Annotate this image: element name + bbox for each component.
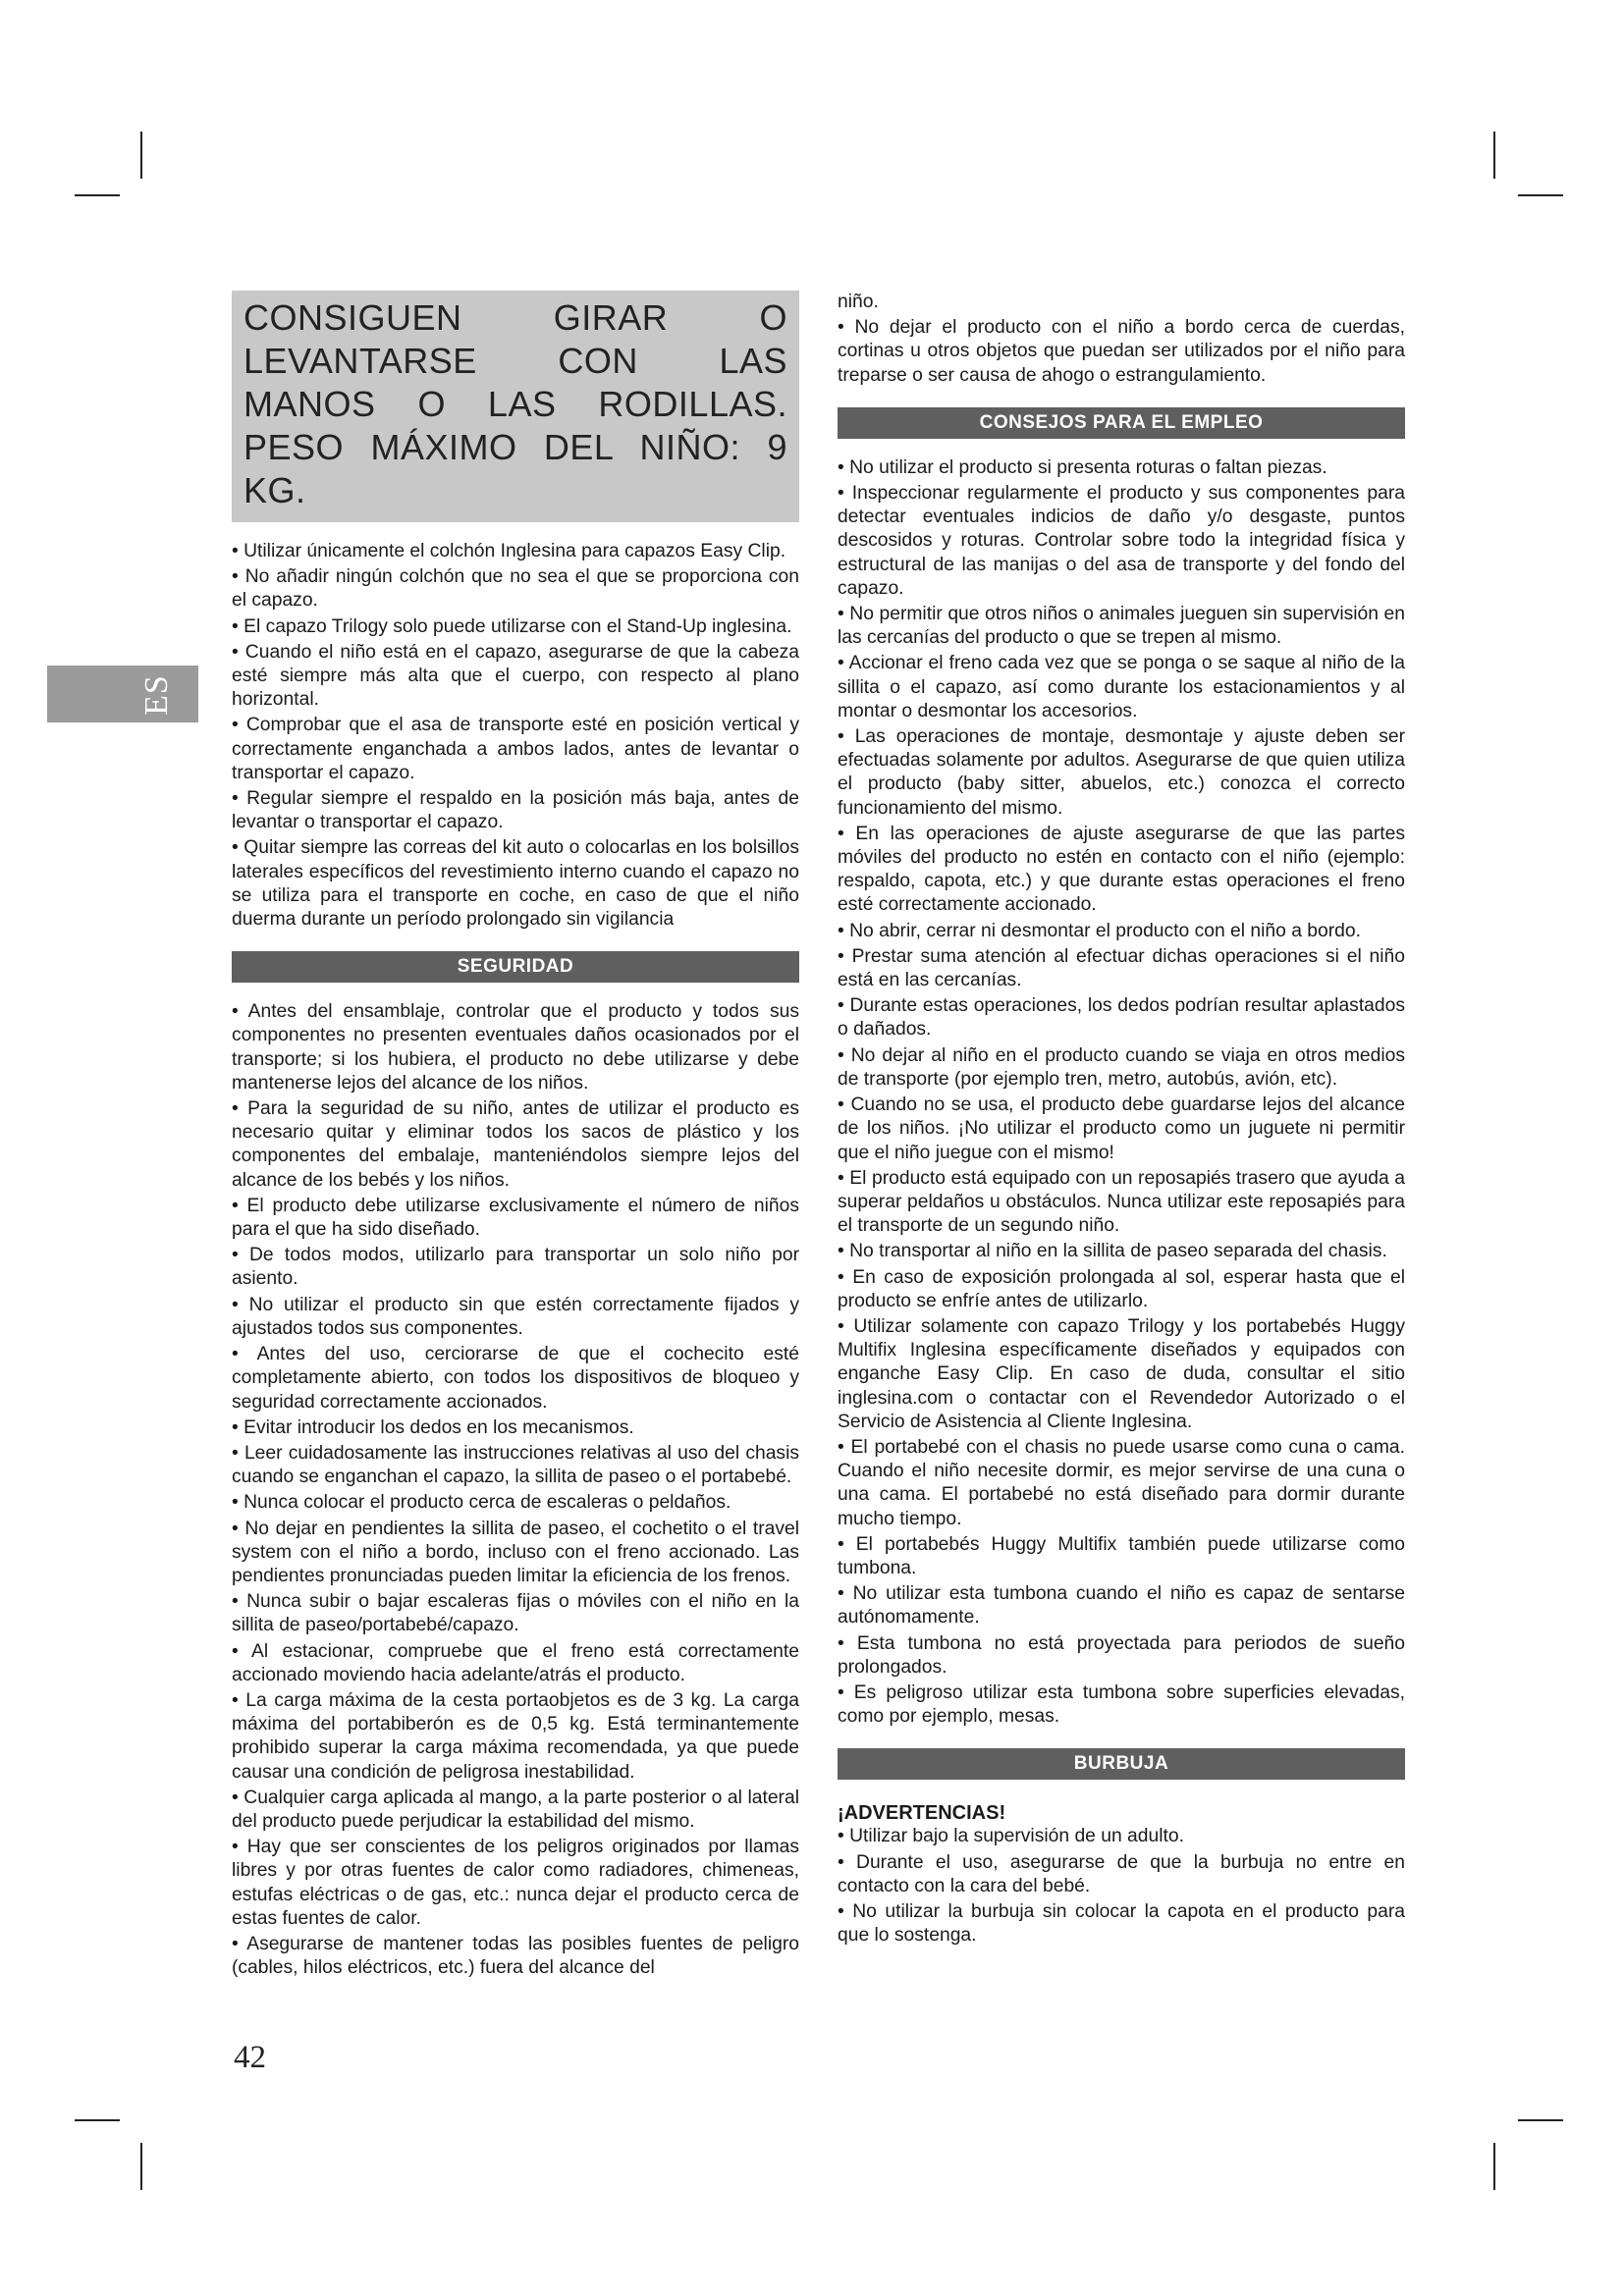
section-heading-consejos: CONSEJOS PARA EL EMPLEO xyxy=(838,407,1405,439)
paragraph: • Prestar suma atención al efectuar dichas operaciones si el niño está en las cercanías. xyxy=(838,945,1405,991)
paragraph: • No abrir, cerrar ni desmontar el producto con el niño a bordo. xyxy=(838,920,1361,941)
paragraph: • Utilizar únicamente el colchón Inglesina para capazos Easy Clip. xyxy=(232,541,786,561)
paragraph: • Antes del uso, cerciorarse de que el cochecito esté completamente abierto, con todos los dispositivos de bloqueo y seguridad correctamente accionados. xyxy=(232,1344,799,1413)
paragraph: • No utilizar la burbuja sin colocar la capota en el producto para que lo sostenga. xyxy=(838,1900,1405,1947)
section-heading-seguridad: SEGURIDAD xyxy=(232,951,799,983)
burbuja-paragraphs xyxy=(838,1825,1405,1948)
paragraph: • Nunca subir o bajar escaleras fijas o móviles con el niño en la sillita de paseo/portabebé/capazo. xyxy=(232,1591,799,1636)
crop-mark-top-left-horizontal xyxy=(75,194,120,196)
left-column xyxy=(232,291,799,1982)
crop-mark-top-right-vertical xyxy=(1493,132,1495,179)
crop-mark-top-right-horizontal xyxy=(1518,194,1563,196)
paragraph: • Evitar introducir los dedos en los mecanismos. xyxy=(232,1416,634,1438)
language-side-tab-label: ES xyxy=(138,674,175,716)
paragraph: • El portabebé con el chasis no puede usarse como cuna o cama. Cuando el niño necesite dormir, es mejor servirse de una cuna o una cama. El portabebé no está diseñado para dormir durante mucho tiempo. xyxy=(838,1436,1405,1529)
max-weight-warning-box: CONSIGUEN GIRAR O LEVANTARSE CON LAS MANOS O LAS RODILLAS. PESO MÁXIMO DEL NIÑO: 9 KG. xyxy=(232,291,799,522)
paragraph: • Es peligroso utilizar esta tumbona sobre superficies elevadas, como por ejemplo, mesas. xyxy=(838,1682,1405,1728)
paragraph: • Durante estas operaciones, los dedos podrían resultar aplastados o dañados. xyxy=(838,995,1405,1041)
paragraph: • No dejar al niño en el producto cuando se viaja en otros medios de transporte (por ejemplo tren, metro, autobús, avión, etc). xyxy=(838,1044,1405,1090)
right-column xyxy=(838,291,1405,1949)
language-side-tab xyxy=(47,666,198,722)
paragraph: • No permitir que otros niños o animales jueguen sin supervisión en las cercanías del producto o que se trepen al mismo. xyxy=(838,604,1405,649)
paragraph: • Nunca colocar el producto cerca de escaleras o peldaños. xyxy=(232,1492,731,1514)
paragraph: • Antes del ensamblaje, controlar que el producto y todos sus componentes no presenten eventuales daños ocasionados por el transporte; si los hubiera, el producto no debe utilizarse y debe mantenerse lejos del alcance de los niños. xyxy=(232,1001,799,1094)
paragraph: • Para la seguridad de su niño, antes de utilizar el producto es necesario quitar y eliminar todos los sacos de plástico y los componentes del embalaje, manteniéndolos siempre lejos del alcance de los bebés y los niños. xyxy=(232,1098,799,1191)
paragraph: • Regular siempre el respaldo en la posición más baja, antes de levantar o transportar el capazo. xyxy=(232,788,799,833)
continued-paragraphs xyxy=(838,291,1405,388)
paragraph: • En las operaciones de ajuste asegurarse de que las partes móviles del producto no estén en contacto con el niño (ejemplo: respaldo, capota, etc.) y que durante estas operaciones el freno esté correctamente accionado. xyxy=(838,823,1405,916)
seguridad-paragraphs xyxy=(232,1000,799,1980)
crop-mark-top-left-vertical xyxy=(140,132,142,179)
paragraph: • El portabebés Huggy Multifix también puede utilizarse como tumbona. xyxy=(838,1533,1405,1578)
paragraph: • No transportar al niño en la sillita de paseo separada del chasis. xyxy=(838,1241,1387,1262)
paragraph: • Cualquier carga aplicada al mango, a la parte posterior o al lateral del producto puede perjudicar la estabilidad del mismo. xyxy=(232,1787,799,1832)
consejos-paragraphs xyxy=(838,456,1405,1730)
paragraph: • Accionar el freno cada vez que se ponga o se saque al niño de la sillita o el capazo, así como durante los estacionamientos y al montar o desmontar los accesorios. xyxy=(838,653,1405,721)
crop-mark-bottom-right-vertical xyxy=(1493,2143,1495,2190)
paragraph: • Leer cuidadosamente las instrucciones relativas al uso del chasis cuando se enganchan el capazo, la sillita de paseo o el portabebé. xyxy=(232,1442,799,1488)
crop-mark-bottom-right-horizontal xyxy=(1518,2119,1563,2121)
paragraph: • Las operaciones de montaje, desmontaje y ajuste deben ser efectuadas solamente por adultos. Asegurarse de que quien utiliza el producto (baby sitter, abuelos, etc.) conozca el correcto funcionamiento del mismo. xyxy=(838,726,1405,819)
paragraph: • De todos modos, utilizarlo para transportar un solo niño por asiento. xyxy=(232,1245,799,1290)
paragraph: • Al estacionar, compruebe que el freno está correctamente accionado moviendo hacia adelante/atrás el producto. xyxy=(232,1640,799,1685)
paragraph: • Cuando no se usa, el producto debe guardarse lejos del alcance de los niños. ¡No utilizar el producto como un juguete ni permitir que el niño juegue con el mismo! xyxy=(838,1095,1405,1163)
paragraph: • La carga máxima de la cesta portaobjetos es de 3 kg. La carga máxima del portabiberón es de 0,5 kg. Está terminantemente prohibido superar la carga máxima recomendada, ya que puede causar una condición de peligrosa inestabilidad. xyxy=(232,1689,799,1783)
paragraph: • No utilizar el producto sin que estén correctamente fijados y ajustados todos sus componentes. xyxy=(232,1294,799,1339)
crop-mark-bottom-left-vertical xyxy=(140,2143,142,2190)
paragraph: • Utilizar bajo la supervisión de un adulto. xyxy=(838,1826,1184,1847)
crop-mark-bottom-left-horizontal xyxy=(75,2119,120,2121)
paragraph: • Quitar siempre las correas del kit auto o colocarlas en los bolsillos laterales específicos del revestimiento interno cuando el capazo no se utiliza para el transporte en coche, en caso de que el niño duerma durante un período prolongado sin vigilancia xyxy=(232,837,799,931)
paragraph: • En caso de exposición prolongada al sol, esperar hasta que el producto se enfríe antes de utilizarlo. xyxy=(838,1266,1405,1311)
paragraph: • El producto está equipado con un reposapiés trasero que ayuda a superar peldaños u obstáculos. Nunca utilizar este reposapiés para el transporte de un segundo niño. xyxy=(838,1167,1405,1237)
paragraph: • Esta tumbona no está proyectada para periodos de sueño prolongados. xyxy=(838,1632,1405,1678)
paragraph: • Asegurarse de mantener todas las posibles fuentes de peligro (cables, hilos eléctricos, etc.) fuera del alcance del xyxy=(232,1933,799,1979)
paragraph: niño. xyxy=(838,292,879,312)
paragraph: • No utilizar el producto si presenta roturas o faltan piezas. xyxy=(838,456,1327,478)
intro-paragraphs xyxy=(232,540,799,932)
paragraph: • Inspeccionar regularmente el producto y sus componentes para detectar eventuales indicios de daño y/o desgaste, puntos descosidos y roturas. Controlar sobre todo la integridad física y estructural de las manijas o del asa de transporte y del fondo del capazo. xyxy=(838,483,1405,599)
paragraph: • Cuando el niño está en el capazo, asegurarse de que la cabeza esté siempre más alta que el cuerpo, con respecto al plano horizontal. xyxy=(232,641,799,711)
paragraph: • El capazo Trilogy solo puede utilizarse con el Stand-Up inglesina. xyxy=(232,615,792,637)
paragraph: • No añadir ningún colchón que no sea el que se proporciona con el capazo. xyxy=(232,566,799,612)
paragraph: • No dejar el producto con el niño a bordo cerca de cuerdas, cortinas u otros objetos que puedan ser utilizados por el niño para treparse o ser causa de ahogo o estrangulamiento. xyxy=(838,317,1405,386)
paragraph: • Utilizar solamente con capazo Trilogy y los portabebés Huggy Multifix Inglesina específicamente diseñados y equipados con enganche Easy Clip. En caso de duda, consultar el sitio inglesina.com o contactar con el Revendedor Autorizado o el Servicio de Asistencia al Cliente Inglesina. xyxy=(838,1315,1405,1432)
paragraph: • No dejar en pendientes la sillita de paseo, el cochetito o el travel system con el niño a bordo, incluso con el freno accionado. Las pendientes pronunciadas pueden limitar la eficiencia de los frenos. xyxy=(232,1518,799,1586)
paragraph: • El producto debe utilizarse exclusivamente el número de niños para el que ha sido diseñado. xyxy=(232,1195,799,1241)
section-heading-burbuja: BURBUJA xyxy=(838,1748,1405,1780)
paragraph: • Comprobar que el asa de transporte esté en posición vertical y correctamente enganchada a ambos lados, antes de levantar o transportar el capazo. xyxy=(232,715,799,783)
paragraph: • No utilizar esta tumbona cuando el niño es capaz de sentarse autónomamente. xyxy=(838,1583,1405,1629)
paragraph: • Durante el uso, asegurarse de que la burbuja no entre en contacto con la cara del bebé. xyxy=(838,1851,1405,1896)
advertencias-heading: ¡ADVERTENCIAS! xyxy=(838,1802,1006,1825)
paragraph: • Hay que ser conscientes de los peligros originados por llamas libres y por otras fuentes de calor como radiadores, chimeneas, estufas eléctricas o de gas, etc.: nunca dejar el producto cerca de estas fuentes de calor. xyxy=(232,1837,799,1929)
page-number: 42 xyxy=(234,2040,266,2075)
